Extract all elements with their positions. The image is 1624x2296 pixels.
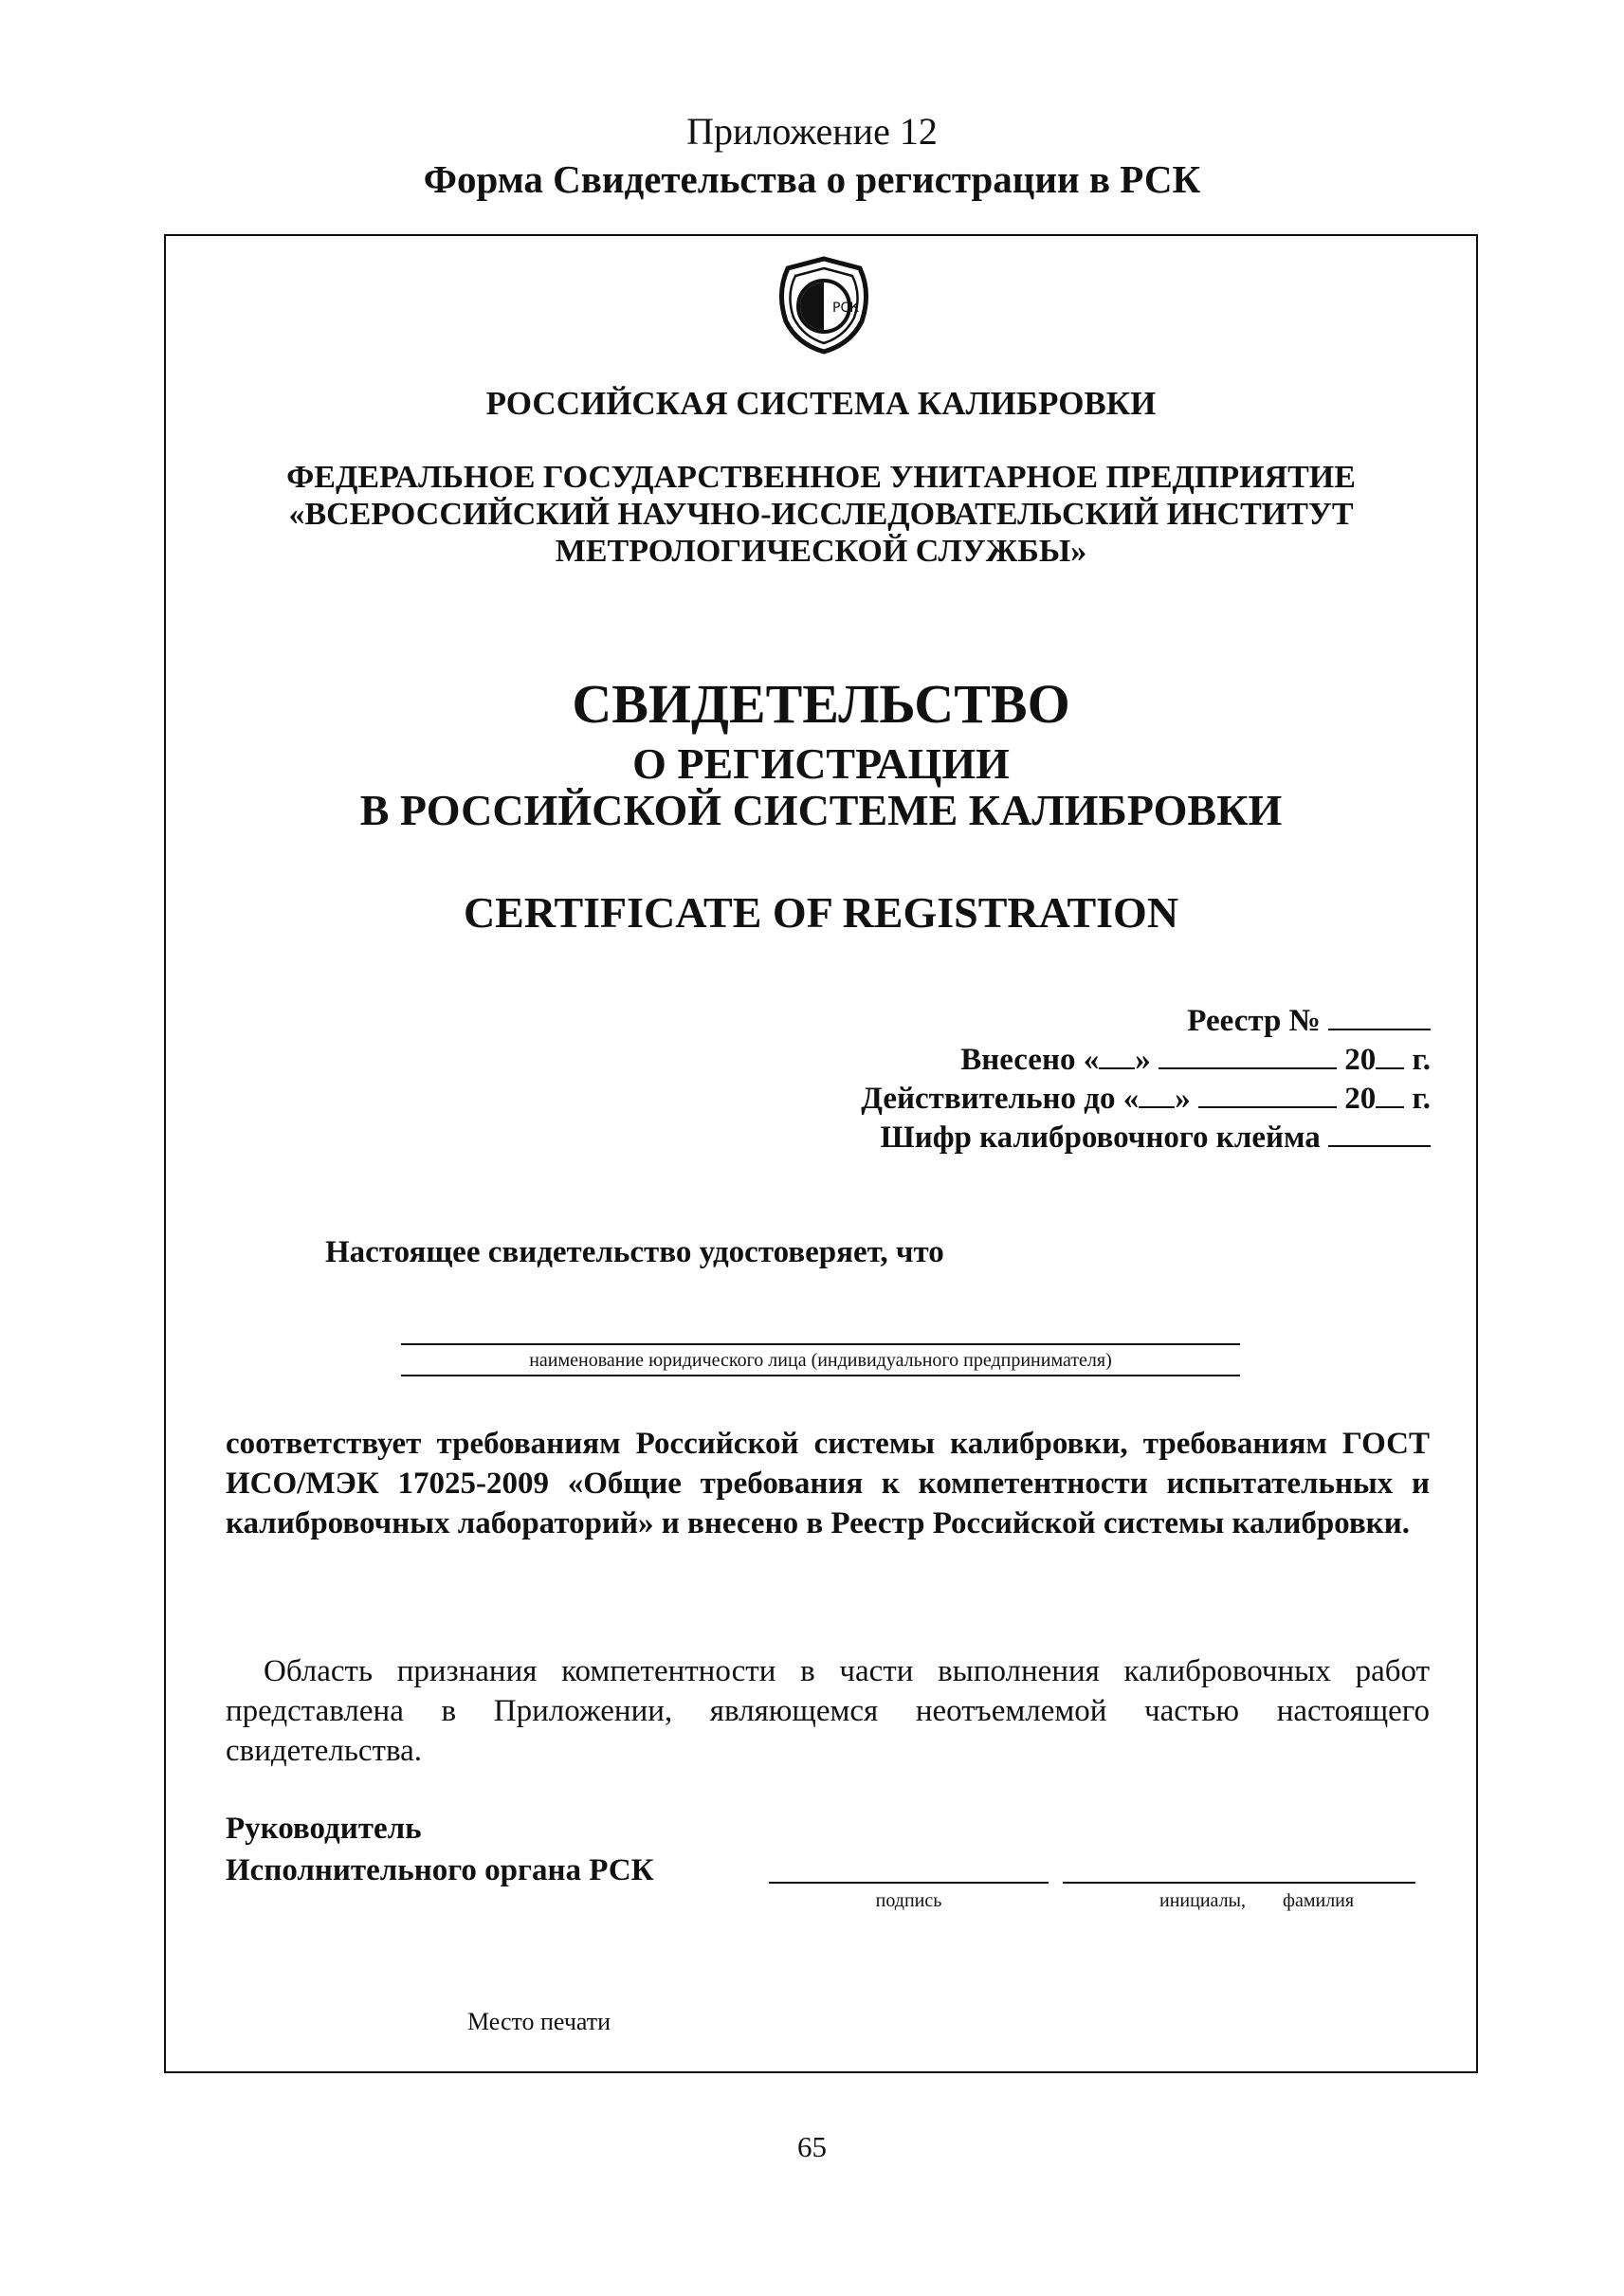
valid-month-blank bbox=[1198, 1082, 1337, 1108]
entered-date-line bbox=[861, 1041, 1431, 1080]
appendix-label: Приложение 12 bbox=[686, 110, 938, 153]
signature-line bbox=[769, 1882, 1049, 1884]
registry-number-label: Реестр № bbox=[1187, 1004, 1321, 1038]
surname-caption: фамилия bbox=[1283, 1890, 1355, 1911]
valid-until-line bbox=[861, 1080, 1431, 1119]
certificate-title-en: CERTIFICATE OF REGISTRATION bbox=[463, 888, 1179, 937]
year-suffix: г. bbox=[1412, 1082, 1431, 1116]
emblem-text: РСК bbox=[832, 301, 860, 316]
entity-name-line bbox=[401, 1343, 1240, 1345]
valid-year-blank bbox=[1376, 1082, 1404, 1108]
page-number: 65 bbox=[797, 2130, 827, 2163]
initials-caption: инициалы, bbox=[1159, 1890, 1246, 1911]
quote-close: » bbox=[1175, 1082, 1191, 1116]
signature-caption: подпись bbox=[875, 1890, 942, 1911]
certificate-subtitle-system: В РОССИЙСКОЙ СИСТЕМЕ КАЛИБРОВКИ bbox=[359, 786, 1283, 834]
certificate-title: СВИДЕТЕЛЬСТВО bbox=[572, 673, 1070, 735]
year-prefix: 20 bbox=[1344, 1082, 1377, 1116]
entered-label: Внесено « bbox=[960, 1043, 1100, 1077]
enterprise-line: МЕТРОЛОГИЧЕСКОЙ СЛУЖБЫ» bbox=[555, 534, 1087, 569]
quote-close: » bbox=[1135, 1043, 1151, 1077]
enterprise-line: «ВСЕРОССИЙСКИЙ НАУЧНО-ИССЛЕДОВАТЕЛЬСКИЙ ИНСТИТУТ bbox=[288, 497, 1354, 532]
stamp-code-blank bbox=[1328, 1121, 1431, 1147]
name-line bbox=[1063, 1882, 1415, 1884]
scope-paragraph: Область признания компетентности в части выполнения калибровочных работ представлена в Приложении, являющемся неотъемлемой частью настоящего свидетельства. bbox=[226, 1654, 1430, 1768]
year-suffix: г. bbox=[1412, 1043, 1431, 1077]
entity-name-caption: наименование юридического лица (индивидуального предпринимателя) bbox=[529, 1350, 1112, 1371]
enterprise-line: ФЕДЕРАЛЬНОЕ ГОСУДАРСТВЕННОЕ УНИТАРНОЕ ПРЕДПРИЯТИЕ bbox=[286, 460, 1356, 495]
registry-number-line bbox=[861, 1002, 1431, 1041]
signatory-title: Руководитель bbox=[226, 1812, 422, 1846]
signatory-organ: Исполнительного органа РСК bbox=[226, 1853, 654, 1887]
certificate-frame bbox=[164, 234, 1478, 2073]
entered-year-blank bbox=[1376, 1043, 1404, 1069]
certifies-statement: Настоящее свидетельство удостоверяет, что bbox=[325, 1235, 944, 1269]
seal-place-label: Место печати bbox=[467, 2008, 611, 2035]
enterprise-name bbox=[166, 459, 1476, 570]
form-title: Форма Свидетельства о регистрации в РСК bbox=[423, 157, 1201, 201]
compliance-paragraph: соответствует требованиям Российской системы калибровки, требованиям ГОСТ ИСО/МЭК 17025-2009 «Общие требования к компетентности испытательных и калибровочных лабораторий» и внесено в Реестр Российской системы калибровки. bbox=[226, 1427, 1430, 1540]
calibration-system-title: РОССИЙСКАЯ СИСТЕМА КАЛИБРОВКИ bbox=[485, 385, 1157, 422]
year-prefix: 20 bbox=[1344, 1043, 1377, 1077]
registration-details bbox=[861, 1002, 1431, 1157]
entered-month-blank bbox=[1159, 1043, 1337, 1069]
entered-day-blank bbox=[1099, 1043, 1135, 1069]
certificate-subtitle: О РЕГИСТРАЦИИ bbox=[632, 739, 1010, 788]
stamp-code-line bbox=[861, 1119, 1431, 1157]
registry-number-blank bbox=[1328, 1004, 1431, 1030]
valid-until-label: Действительно до « bbox=[861, 1082, 1140, 1116]
entity-caption-underline bbox=[401, 1375, 1240, 1376]
stamp-code-label: Шифр калибровочного клейма bbox=[880, 1121, 1321, 1155]
valid-day-blank bbox=[1139, 1082, 1175, 1108]
rsk-emblem-icon bbox=[773, 253, 875, 355]
